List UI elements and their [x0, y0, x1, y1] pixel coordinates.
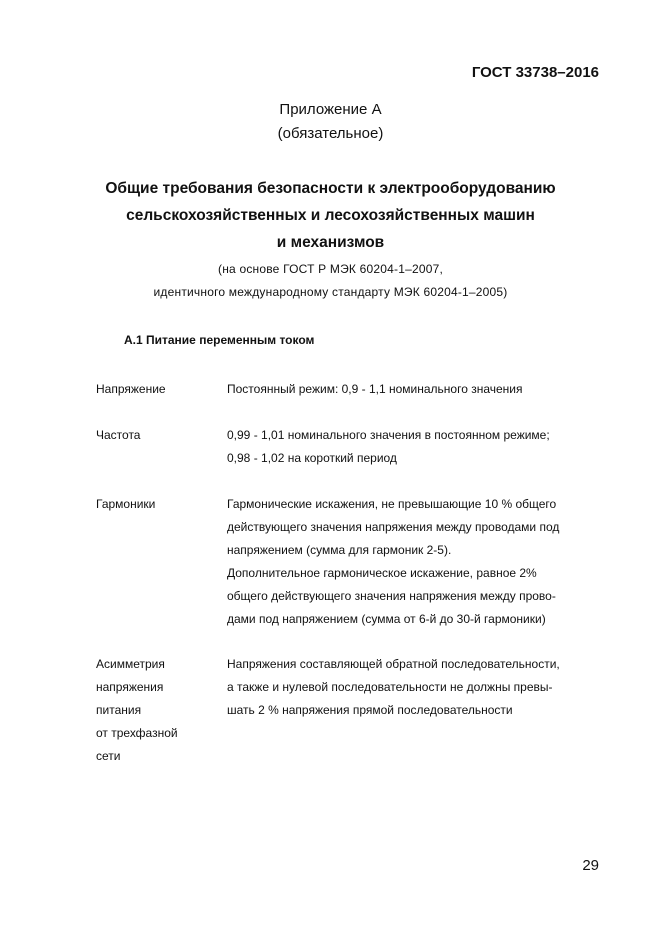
standard-code: ГОСТ 33738–2016 — [471, 64, 599, 81]
value-line: дами под напряжением (сумма от 6-й до 30-й гармоники) — [227, 612, 546, 626]
basis-line-2: идентичного международному стандарту МЭК 60204-1–2005) — [153, 285, 508, 299]
appendix-title: Приложение А — [279, 101, 382, 118]
param-line: питания — [96, 703, 142, 717]
heading-line-1: Общие требования безопасности к электрооборудованию — [105, 180, 556, 197]
param-value — [227, 493, 607, 631]
value-line: напряжением (сумма для гармоник 2-5). — [227, 543, 452, 557]
param-label — [96, 493, 221, 516]
value-line: действующего значения напряжения между проводами под — [227, 520, 560, 534]
param-line: напряжения — [96, 680, 164, 694]
value-line: Дополнительное гармоническое искажение, равное 2% — [227, 566, 537, 580]
value-line: а также и нулевой последовательности не должны превы- — [227, 680, 553, 694]
param-line: Напряжение — [96, 382, 166, 396]
param-line: Частота — [96, 428, 141, 442]
section-title: А.1 Питание переменным током — [124, 333, 315, 347]
value-line: 0,99 - 1,01 номинального значения в постоянном режиме; — [227, 428, 550, 442]
value-line: Постоянный режим: 0,9 - 1,1 номинального значения — [227, 382, 523, 396]
param-value — [227, 378, 607, 401]
param-line: Асимметрия — [96, 657, 165, 671]
value-line: шать 2 % напряжения прямой последовательности — [227, 703, 513, 717]
value-line: 0,98 - 1,02 на короткий период — [227, 451, 397, 465]
param-value — [227, 424, 607, 470]
value-line: Гармонические искажения, не превышающие 10 % общего — [227, 497, 557, 511]
param-line: от трехфазной — [96, 726, 178, 740]
value-line: Напряжения составляющей обратной последовательности, — [227, 657, 560, 671]
param-label — [96, 378, 221, 401]
param-label — [96, 424, 221, 447]
basis-line-1: (на основе ГОСТ Р МЭК 60204-1–2007, — [218, 262, 443, 276]
param-value — [227, 653, 607, 722]
appendix-note: (обязательное) — [277, 125, 384, 142]
heading-line-2: сельскохозяйственных и лесохозяйственных машин — [126, 207, 535, 224]
heading-line-3: и механизмов — [276, 234, 385, 251]
value-line: общего действующего значения напряжения между прово- — [227, 589, 556, 603]
param-label — [96, 653, 221, 768]
param-line: Гармоники — [96, 497, 156, 511]
page-number: 29 — [582, 857, 599, 874]
param-line: сети — [96, 749, 121, 763]
